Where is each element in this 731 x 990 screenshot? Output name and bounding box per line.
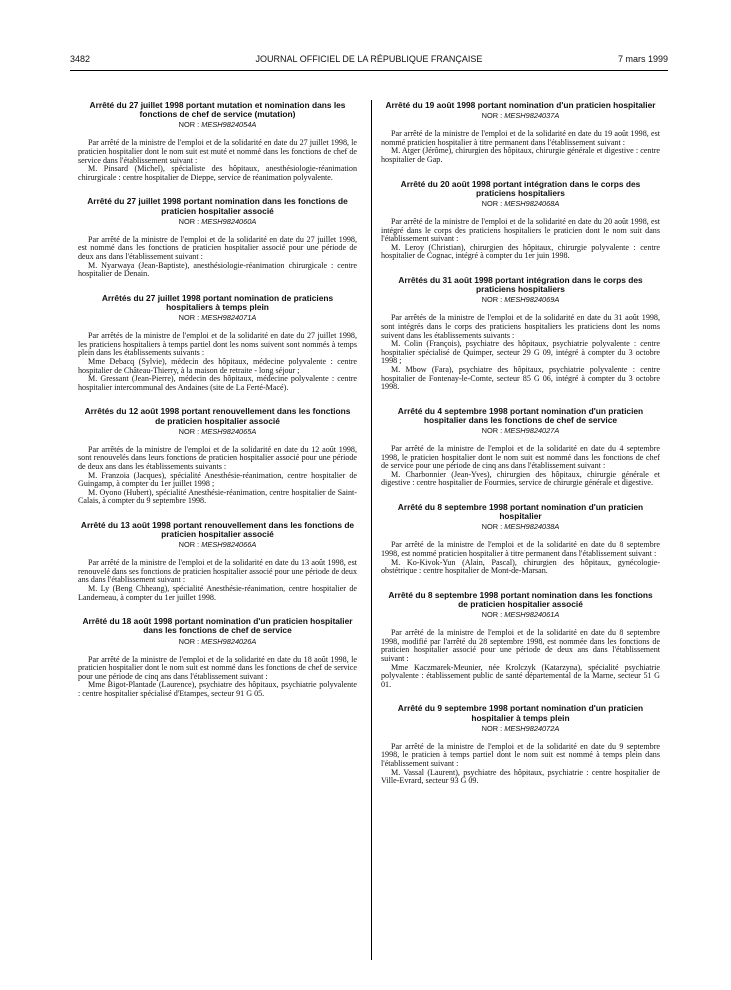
decree-article	[78, 101, 357, 182]
nor-label: NOR :	[178, 120, 200, 130]
decree-title: Arrêté du 8 septembre 1998 portant nomination dans les fonctions de praticien hospitalier associé	[388, 589, 653, 610]
decree-body: Par arrêté de la ministre de l'emploi et de la solidarité en date du 18 août 1998, le praticien hospitalier dont le nom suit est nommé dans les fonctions de chef de service pour une période de cinq ans dans l'établissement suivant :	[78, 654, 357, 681]
nor-reference	[381, 295, 660, 304]
nor-reference	[78, 637, 357, 646]
decree-body: Par arrêtés de la ministre de l'emploi et de la solidarité en date du 12 août 1998, sont renouvelés dans leurs fonctions de praticien hospitalier associé pour une période de deux ans dans les établissements suivants :	[78, 444, 357, 471]
nor-label: NOR :	[481, 426, 503, 436]
decree-title: Arrêté du 27 juillet 1998 portant nomination dans les fonctions de praticien hospitalier associé	[87, 196, 348, 216]
nor-label: NOR :	[481, 522, 503, 532]
nor-label: NOR :	[178, 540, 200, 550]
nor-reference	[78, 427, 357, 436]
nor-reference	[78, 120, 357, 129]
decree-body: Par arrêté de la ministre de l'emploi et de la solidarité en date du 8 septembre 1998, modifié par l'arrêté du 28 septembre 1998, est nommée dans les fonctions de praticien hospitalier associé pour une période de deux ans dans l'établissement suivant :	[381, 628, 660, 664]
page-number: 3482	[70, 54, 91, 64]
decree-body: Par arrêtés de la ministre de l'emploi et de la solidarité en date du 27 juillet 1998, les praticiens hospitaliers à temps partiel dont les noms suivent sont nommés à temps plein dans les établissements suivants :	[78, 331, 357, 358]
nor-reference	[381, 426, 660, 435]
nor-code: MESH9824065A	[201, 426, 257, 436]
nor-code: MESH9824037A	[504, 111, 560, 121]
decree-appointee: M. Leroy (Christian), chirurgien des hôpitaux, chirurgie polyvalente : centre hospitalier de Cognac, intégré à compter du 1er juin 1998.	[381, 242, 660, 261]
decree-title: Arrêté du 13 août 1998 portant renouvellement dans les fonctions de praticien hospitalier associé	[80, 519, 355, 540]
nor-code: MESH9824071A	[201, 313, 257, 323]
column-divider	[371, 100, 372, 960]
nor-label: NOR :	[481, 111, 503, 121]
nor-label: NOR :	[481, 295, 503, 305]
decree-appointee: Mme Kaczmarek-Meunier, née Krolczyk (Katarzyna), spécialité psychiatrie polyvalente : établissement public de santé départemental de la Marne, secteur 51 G 01.	[381, 662, 660, 689]
decree-body: Par arrêté de la ministre de l'emploi et de la solidarité en date du 8 septembre 1998, est nommé praticien hospitalier à titre permanent dans l'établissement suivant :	[381, 540, 660, 559]
nor-label: NOR :	[178, 216, 200, 226]
nor-reference	[381, 522, 660, 531]
decree-body: Par arrêté de la ministre de l'emploi et de la solidarité en date du 20 août 1998, est intégré dans le corps des praticiens hospitaliers le praticien dont le nom suit dans l'établissement suivant :	[381, 216, 660, 244]
decree-appointee: M. Vassal (Laurent), psychiatre des hôpitaux, psychiatrie : centre hospitalier de Ville-Evrard, secteur 93 G 09.	[381, 767, 660, 786]
decree-title: Arrêté du 4 septembre 1998 portant nomination d'un praticien hospitalier dans les fonctions de chef de service	[397, 405, 644, 425]
decree-article	[78, 294, 357, 393]
nor-code: MESH9824072A	[504, 723, 560, 733]
decree-title: Arrêté du 20 août 1998 portant intégration dans le corps des praticiens hospitaliers	[400, 178, 641, 198]
nor-reference	[78, 313, 357, 322]
nor-reference	[78, 540, 357, 549]
decree-title: Arrêté du 18 août 1998 portant nomination d'un praticien hospitalier dans les fonctions de chef de service	[82, 616, 353, 636]
nor-label: NOR :	[178, 313, 200, 323]
right-column	[381, 101, 660, 786]
nor-reference	[381, 199, 660, 208]
decree-body: Par arrêté de la ministre de l'emploi et de la solidarité en date du 13 août 1998, est renouvelé dans ses fonctions de praticien hospitalier associé pour une période de deux ans dans l'établissement suivant :	[78, 558, 357, 585]
decree-appointee: M. Oyono (Hubert), spécialité Anesthésie-réanimation, centre hospitalier de Saint-Calais, à compter du 9 septembre 1998.	[78, 487, 357, 506]
page-header	[70, 54, 668, 68]
nor-reference	[381, 724, 660, 733]
nor-label: NOR :	[481, 723, 503, 733]
decree-appointee: Mme Bigot-Plantade (Laurence), psychiatre des hôpitaux, psychiatrie polyvalente : centre hospitalier spécialisé d'Etampes, secteur 91 G 05.	[78, 680, 357, 699]
decree-article	[381, 591, 660, 690]
decree-appointee: Mme Debacq (Sylvie), médecin des hôpitaux, médecine polyvalente : centre hospitalier de Château-Thierry, à la maison de retraite - long séjour ;	[78, 356, 357, 375]
decree-article	[78, 617, 357, 698]
decree-appointee: M. Charbonnier (Jean-Yves), chirurgien des hôpitaux, chirurgie générale et digestive : centre hospitalier de Fourmies, service de chirurgie générale et digestive.	[381, 469, 660, 488]
decree-body: Par arrêté de la ministre de l'emploi et de la solidarité en date du 9 septembre 1998, le praticien à temps partiel dont le nom suit est nommé à temps plein dans l'établissement suivant :	[381, 741, 660, 769]
decree-body: Par arrêté de la ministre de l'emploi et de la solidarité en date du 27 juillet 1998, est nommé dans les fonctions de praticien hospitalier associé pour une période de deux ans dans l'établissement suivant :	[78, 234, 357, 261]
decree-appointee: M. Atger (Jérôme), chirurgien des hôpitaux, chirurgie générale et digestive : centre hospitalier de Gap.	[381, 146, 660, 164]
issue-date: 7 mars 1999	[617, 54, 668, 64]
decree-body: Par arrêté de la ministre de l'emploi et de la solidarité en date du 27 juillet 1998, le praticien hospitalier dont le nom suit est muté et nommé dans les fonctions de chef de service dans l'établissement suivant :	[78, 138, 357, 165]
nor-code: MESH9824038A	[504, 522, 560, 532]
decree-article	[381, 101, 660, 165]
decree-title: Arrêté du 27 juillet 1998 portant mutation et nomination dans les fonctions de chef de service (mutation)	[89, 100, 346, 120]
nor-code: MESH9824066A	[201, 540, 257, 550]
decree-appointee: M. Gressant (Jean-Pierre), médecin des hôpitaux, médecine polyvalente : centre hospitalier intercommunal des Andaines (site de La Ferté-Macé).	[78, 374, 357, 392]
nor-code: MESH9824069A	[504, 295, 560, 305]
decree-article	[78, 407, 357, 506]
decree-body: Par arrêté de la ministre de l'emploi et de la solidarité en date du 4 septembre 1998, le praticien hospitalier dont le nom suit est nommé dans les fonctions de chef de service pour une période de cinq ans dans l'établissement suivant :	[381, 444, 660, 471]
nor-code: MESH9824068A	[504, 198, 560, 208]
decree-appointee: M. Ly (Beng Chheang), spécialité Anesthésie-réanimation, centre hospitalier de Landerneau, à compter du 1er juillet 1998.	[78, 584, 357, 602]
decree-article	[381, 407, 660, 488]
decree-body: Par arrêtés de la ministre de l'emploi et de la solidarité en date du 31 août 1998, sont intégrés dans le corps des praticiens hospitaliers les praticiens dont les noms suivent dans les établissements suivants :	[381, 313, 660, 340]
header-rule	[70, 70, 668, 71]
nor-reference	[381, 610, 660, 619]
nor-label: NOR :	[178, 636, 200, 646]
decree-appointee: M. Franzoia (Jacques), spécialité Anesthésie-réanimation, centre hospitalier de Guingamp, à compter du 1er juillet 1998 ;	[78, 470, 357, 489]
decree-article	[381, 503, 660, 576]
decree-appointee: M. Ko-Kivok-Yun (Alain, Pascal), chirurgien des hôpitaux, gynécologie-obstétrique : centre hospitalier de Mont-de-Marsan.	[381, 557, 660, 576]
decree-title: Arrêtés du 27 juillet 1998 portant nomination de praticiens hospitaliers à temps plein	[101, 292, 334, 312]
decree-appointee: M. Colin (François), psychiatre des hôpitaux, psychiatrie polyvalente : centre hospitalier spécialisé de Quimper, secteur 29 G 09, intégré à compter du 3 octobre 1998 ;	[381, 339, 660, 366]
decree-title: Arrêté du 8 septembre 1998 portant nomination d'un praticien hospitalier	[397, 502, 644, 522]
nor-code: MESH9824026A	[201, 636, 257, 646]
decree-article	[78, 197, 357, 278]
nor-code: MESH9824060A	[201, 216, 257, 226]
decree-appointee: M. Mbow (Fara), psychiatre des hôpitaux, psychiatrie polyvalente : centre hospitalier de Fontenay-le-Comte, secteur 85 G 06, intégré à compter du 3 octobre 1998.	[381, 364, 660, 392]
decree-appointee: M. Nyarwaya (Jean-Baptiste), anesthésiologie-réanimation chirurgicale : centre hospitalier de Denain.	[78, 260, 357, 279]
nor-reference	[381, 111, 660, 120]
decree-appointee: M. Pinsard (Michel), spécialiste des hôpitaux, anesthésiologie-réanimation chirurgicale : centre hospitalier de Dieppe, service de réanimation polyvalente.	[78, 164, 357, 182]
nor-reference	[78, 217, 357, 226]
decree-title: Arrêtés du 31 août 1998 portant intégration dans le corps des praticiens hospitaliers	[398, 274, 643, 295]
decree-title: Arrêté du 19 août 1998 portant nomination d'un praticien hospitalier	[385, 100, 656, 110]
decree-title: Arrêté du 9 septembre 1998 portant nomination d'un praticien hospitalier à temps plein	[397, 703, 644, 723]
decree-article	[78, 521, 357, 602]
decree-body: Par arrêté de la ministre de l'emploi et de la solidarité en date du 19 août 1998, est nommé praticien hospitalier à titre permanent dans l'établissement suivant :	[381, 129, 660, 147]
nor-code: MESH9824054A	[201, 120, 257, 130]
decree-article	[381, 180, 660, 261]
decree-article	[381, 276, 660, 392]
nor-label: NOR :	[178, 426, 200, 436]
nor-code: MESH9824061A	[504, 610, 560, 620]
nor-code: MESH9824027A	[504, 426, 560, 436]
nor-label: NOR :	[481, 610, 503, 620]
decree-title: Arrêtés du 12 août 1998 portant renouvellement dans les fonctions de praticien hospitalier associé	[84, 406, 351, 426]
nor-label: NOR :	[481, 198, 503, 208]
left-column	[78, 101, 357, 699]
decree-article	[381, 704, 660, 785]
journal-title: JOURNAL OFFICIEL DE LA RÉPUBLIQUE FRANÇAISE	[255, 54, 483, 64]
